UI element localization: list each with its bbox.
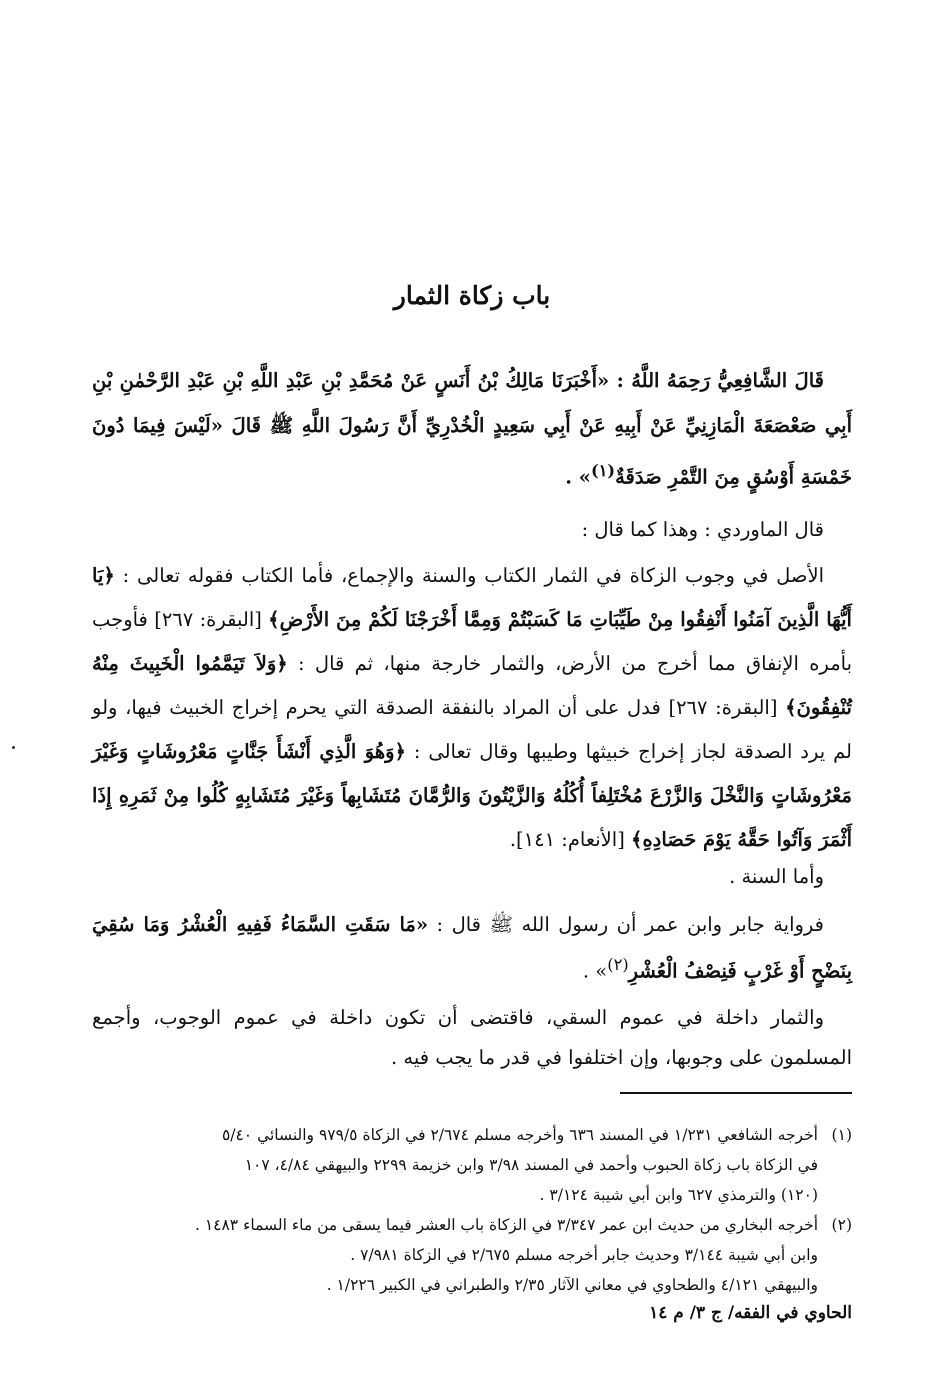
sunnah-line: وأما السنة . bbox=[729, 865, 824, 888]
footnote-line: (١٢٠) والترمذي ٦٢٧ وابن أبي شيبة ٣/١٢٤ . bbox=[539, 1186, 818, 1204]
footnote bbox=[92, 1210, 852, 1240]
footnotes bbox=[92, 1120, 852, 1300]
footnote-line: والبيهقي ٤/١٢١ والطحاوي في معاني الآثار ٢/٣٥ والطبراني في الكبير ١/٢٢٦ . bbox=[326, 1276, 818, 1294]
footnote-line: وابن أبي شيبة ٣/١٤٤ وحديث جابر أخرجه مسلم ٢/٦٧٥ في الزكاة ٧/٩٨١ . bbox=[350, 1246, 818, 1264]
footnote-ref-1: (١) bbox=[590, 461, 616, 480]
evidence-segment: [البقرة: ٢٦٧] فأوجب بأمره الإنفاق مما أخرج من الأرض، والثمار خارجة منها، ثم قال : bbox=[92, 608, 853, 675]
book-signature: الحاوي في الفقه/ ج ٣/ م ١٤ bbox=[649, 1303, 852, 1323]
quran-verse: ﴿يَا أَيُّهَا الَّذِينَ آمَنُوا أَنْفِقُوا مِنْ طَيِّبَاتِ مَا كَسَبْتُمْ وَمِمَّا أَخْرَجْنَا لَكُمْ مِنَ الأَرْضِ﴾ bbox=[92, 564, 852, 631]
footnote-line: في الزكاة باب زكاة الحبوب وأحمد في المسند ٣/٩٨ وابن خزيمة ٢٢٩٩ والبيهقي ٤/٨٤، ١٠٧ bbox=[244, 1156, 818, 1174]
intro-end: » . bbox=[565, 465, 591, 489]
quran-verse: ﴿وَهُوَ الَّذِي أَنْشَأَ جَنَّاتٍ مَعْرُوشَاتٍ وَغَيْرَ مَعْرُوشَاتٍ وَالنَّخْلَ وَالزَّرْعَ مُخْتَلِفاً أُكُلُهُ وَالزَّيْتُونَ وَالرُّمَّانَ مُتَشَابِهاً وَغَيْرَ مُتَشَابِهٍ كُلُوا مِنْ ثَمَرِهِ إِذَا أَثْمَرَ وَآتُوا حَقَّهُ يَوْمَ حَصَادِهِ﴾ bbox=[92, 740, 852, 851]
intro-hadith: «أَخْبَرَنَا مَالِكُ بْنُ أَنَسٍ عَنْ مُحَمَّدِ بْنِ عَبْدِ اللَّهِ بْنِ عَبْدِ الرَّحْمٰنِ بْنِ أَبِي صَعْصَعَةَ الْمَازِنِيِّ عَنْ أَبِيهِ عَنْ أَبِي سَعِيدٍ الْخُدْرِيِّ أَنَّ رَسُولَ اللَّهِ ﷺ قَالَ «لَيْسَ فِيمَا دُونَ خَمْسَةِ أَوْسُقٍ مِنَ التَّمْرِ صَدَقَةٌ bbox=[92, 369, 852, 489]
footnote-number: (١) bbox=[831, 1126, 852, 1144]
footnote-number: (٢) bbox=[831, 1216, 852, 1234]
quran-verse: ﴿وَلاَ تَيَمَّمُوا الْخَبِيثَ مِنْهُ تُنْفِقُونَ﴾ bbox=[92, 652, 852, 719]
footnote-ref-2: (٢) bbox=[607, 955, 629, 974]
chapter-title: باب زكاة الثمار bbox=[393, 281, 551, 310]
evidence-segment: الأصل في وجوب الزكاة في الثمار الكتاب والسنة والإجماع، فأما الكتاب فقوله تعالى : bbox=[114, 564, 824, 587]
footnote-separator bbox=[620, 1092, 852, 1094]
intro-paragraph bbox=[92, 358, 852, 500]
evidence-paragraph bbox=[92, 554, 852, 862]
footnote-line: أخرجه الشافعي ١/٢٣١ في المسند ٦٣٦ وأخرجه مسلم ٢/٦٧٤ في الزكاة ٩٧٩/٥ والنسائي ٥/٤٠ bbox=[221, 1126, 818, 1144]
evidence-segment: [البقرة: ٢٦٧] فدل على أن المراد بالنفقة الصدقة التي يحرم إخراج الخبيث فيها، ولو لم يرد الصدقة لجاز إخراج خبيثها وطيبها وقال تعالى : bbox=[92, 696, 852, 763]
sunnah-hadith: «مَا سَقَتِ السَّمَاءُ فَفِيهِ الْعُشْرُ وَمَا سُقِيَ بِنَضْحٍ أَوْ غَرْبٍ فَنِصْفُ الْعُشْرِ bbox=[92, 913, 852, 983]
footnote-line: أخرجه البخاري من حديث ابن عمر ٣/٣٤٧ في الزكاة باب العشر فيما يسقى من ماء السماء ١٤٨٣ . bbox=[194, 1216, 818, 1234]
mawardi-line: قال الماوردي : وهذا كما قال : bbox=[581, 518, 824, 541]
consensus-paragraph: والثمار داخلة في عموم السقي، فاقتضى أن تكون داخلة في عموم الوجوب، وأجمع المسلمون على وجوبها، وإن اختلفوا في قدر ما يجب فيه . bbox=[92, 1006, 852, 1069]
scan-speck bbox=[12, 746, 15, 749]
footnote bbox=[92, 1120, 852, 1150]
sunnah-paragraph bbox=[92, 905, 852, 992]
sunnah-text: فرواية جابر وابن عمر أن رسول الله ﷺ قال : bbox=[428, 913, 824, 936]
intro-speaker: قَالَ الشَّافِعِيُّ رَحِمَهُ اللَّهُ : bbox=[616, 369, 824, 392]
sunnah-end: » . bbox=[582, 959, 608, 983]
evidence-segment: [الأنعام: ١٤١]. bbox=[509, 828, 632, 851]
